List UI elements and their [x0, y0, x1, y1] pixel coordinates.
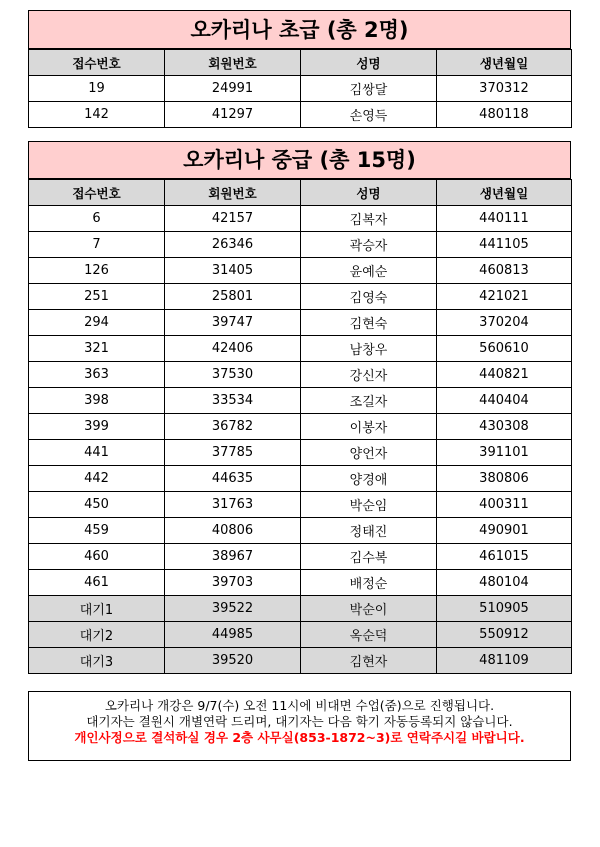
name-cell: 곽승자 — [301, 232, 437, 258]
member-no-cell: 31763 — [165, 492, 301, 518]
waitlist-row — [29, 596, 572, 622]
notice-box — [28, 691, 571, 761]
intermediate-title: 오카리나 중급 (총 15명) — [28, 141, 571, 179]
birthdate-cell: 560610 — [437, 336, 572, 362]
birthdate-cell: 460813 — [437, 258, 572, 284]
birthdate-cell: 461015 — [437, 544, 572, 570]
receipt-no-cell: 대기1 — [29, 596, 165, 622]
header-receipt-no: 접수번호 — [29, 50, 165, 76]
table-row — [29, 206, 572, 232]
table-row — [29, 466, 572, 492]
receipt-no-cell: 459 — [29, 518, 165, 544]
receipt-no-cell: 461 — [29, 570, 165, 596]
birthdate-cell: 490901 — [437, 518, 572, 544]
name-cell: 김현숙 — [301, 310, 437, 336]
birthdate-cell: 380806 — [437, 466, 572, 492]
birthdate-cell: 480104 — [437, 570, 572, 596]
birthdate-cell: 510905 — [437, 596, 572, 622]
member-no-cell: 42157 — [165, 206, 301, 232]
receipt-no-cell: 460 — [29, 544, 165, 570]
birthdate-cell: 421021 — [437, 284, 572, 310]
receipt-no-cell: 442 — [29, 466, 165, 492]
member-no-cell: 44985 — [165, 622, 301, 648]
member-no-cell: 39520 — [165, 648, 301, 674]
name-cell: 김수복 — [301, 544, 437, 570]
receipt-no-cell: 450 — [29, 492, 165, 518]
header-receipt-no: 접수번호 — [29, 180, 165, 206]
header-birthdate: 생년월일 — [437, 180, 572, 206]
name-cell: 김복자 — [301, 206, 437, 232]
member-no-cell: 33534 — [165, 388, 301, 414]
birthdate-cell: 400311 — [437, 492, 572, 518]
receipt-no-cell: 142 — [29, 102, 165, 128]
receipt-no-cell: 398 — [29, 388, 165, 414]
member-no-cell: 25801 — [165, 284, 301, 310]
member-no-cell: 39703 — [165, 570, 301, 596]
member-no-cell: 42406 — [165, 336, 301, 362]
table-row — [29, 76, 572, 102]
birthdate-cell: 440821 — [437, 362, 572, 388]
member-no-cell: 39522 — [165, 596, 301, 622]
header-name: 성명 — [301, 50, 437, 76]
table-row — [29, 492, 572, 518]
notice-line-3: 개인사정으로 결석하실 경우 2층 사무실(853-1872~3)로 연락주시길 바랍니다. — [74, 730, 525, 745]
table-row — [29, 232, 572, 258]
name-cell: 양언자 — [301, 440, 437, 466]
table-row — [29, 336, 572, 362]
birthdate-cell: 481109 — [437, 648, 572, 674]
name-cell: 배정순 — [301, 570, 437, 596]
member-no-cell: 37530 — [165, 362, 301, 388]
notice-line-1: 오카리나 개강은 9/7(수) 오전 11시에 비대면 수업(줌)으로 진행됩니다. — [104, 698, 495, 713]
member-no-cell: 38967 — [165, 544, 301, 570]
intermediate-header-row — [29, 180, 572, 206]
birthdate-cell: 440404 — [437, 388, 572, 414]
name-cell: 박순이 — [301, 596, 437, 622]
intermediate-table-body — [29, 206, 572, 674]
table-row — [29, 518, 572, 544]
birthdate-cell: 370312 — [437, 76, 572, 102]
member-no-cell: 37785 — [165, 440, 301, 466]
table-row — [29, 544, 572, 570]
receipt-no-cell: 251 — [29, 284, 165, 310]
receipt-no-cell: 6 — [29, 206, 165, 232]
receipt-no-cell: 441 — [29, 440, 165, 466]
name-cell: 김영숙 — [301, 284, 437, 310]
name-cell: 옥순덕 — [301, 622, 437, 648]
member-no-cell: 24991 — [165, 76, 301, 102]
name-cell: 손영득 — [301, 102, 437, 128]
receipt-no-cell: 126 — [29, 258, 165, 284]
beginner-title: 오카리나 초급 (총 2명) — [28, 10, 571, 49]
name-cell: 이봉자 — [301, 414, 437, 440]
receipt-no-cell: 7 — [29, 232, 165, 258]
birthdate-cell: 441105 — [437, 232, 572, 258]
beginner-header-row — [29, 50, 572, 76]
table-row — [29, 570, 572, 596]
receipt-no-cell: 399 — [29, 414, 165, 440]
member-no-cell: 44635 — [165, 466, 301, 492]
table-row — [29, 414, 572, 440]
header-birthdate: 생년월일 — [437, 50, 572, 76]
table-row — [29, 310, 572, 336]
member-no-cell: 26346 — [165, 232, 301, 258]
header-name: 성명 — [301, 180, 437, 206]
receipt-no-cell: 19 — [29, 76, 165, 102]
member-no-cell: 31405 — [165, 258, 301, 284]
birthdate-cell: 430308 — [437, 414, 572, 440]
beginner-table-body — [29, 76, 572, 128]
table-row — [29, 258, 572, 284]
member-no-cell: 39747 — [165, 310, 301, 336]
receipt-no-cell: 294 — [29, 310, 165, 336]
name-cell: 양경애 — [301, 466, 437, 492]
name-cell: 윤예순 — [301, 258, 437, 284]
birthdate-cell: 370204 — [437, 310, 572, 336]
beginner-table — [28, 49, 572, 128]
member-no-cell: 40806 — [165, 518, 301, 544]
member-no-cell: 36782 — [165, 414, 301, 440]
receipt-no-cell: 363 — [29, 362, 165, 388]
waitlist-row — [29, 622, 572, 648]
header-member-no: 회원번호 — [165, 50, 301, 76]
table-row — [29, 284, 572, 310]
birthdate-cell: 440111 — [437, 206, 572, 232]
name-cell: 강신자 — [301, 362, 437, 388]
name-cell: 조길자 — [301, 388, 437, 414]
name-cell: 김쌍달 — [301, 76, 437, 102]
intermediate-table — [28, 179, 572, 674]
header-member-no: 회원번호 — [165, 180, 301, 206]
name-cell: 정태진 — [301, 518, 437, 544]
waitlist-row — [29, 648, 572, 674]
birthdate-cell: 550912 — [437, 622, 572, 648]
receipt-no-cell: 대기2 — [29, 622, 165, 648]
birthdate-cell: 480118 — [437, 102, 572, 128]
table-row — [29, 362, 572, 388]
birthdate-cell: 391101 — [437, 440, 572, 466]
receipt-no-cell: 대기3 — [29, 648, 165, 674]
name-cell: 박순임 — [301, 492, 437, 518]
notice-line-2: 대기자는 결원시 개별연락 드리며, 대기자는 다음 학기 자동등록되지 않습니다. — [86, 714, 513, 729]
table-row — [29, 388, 572, 414]
table-row — [29, 102, 572, 128]
table-row — [29, 440, 572, 466]
member-no-cell: 41297 — [165, 102, 301, 128]
name-cell: 남창우 — [301, 336, 437, 362]
receipt-no-cell: 321 — [29, 336, 165, 362]
name-cell: 김현자 — [301, 648, 437, 674]
